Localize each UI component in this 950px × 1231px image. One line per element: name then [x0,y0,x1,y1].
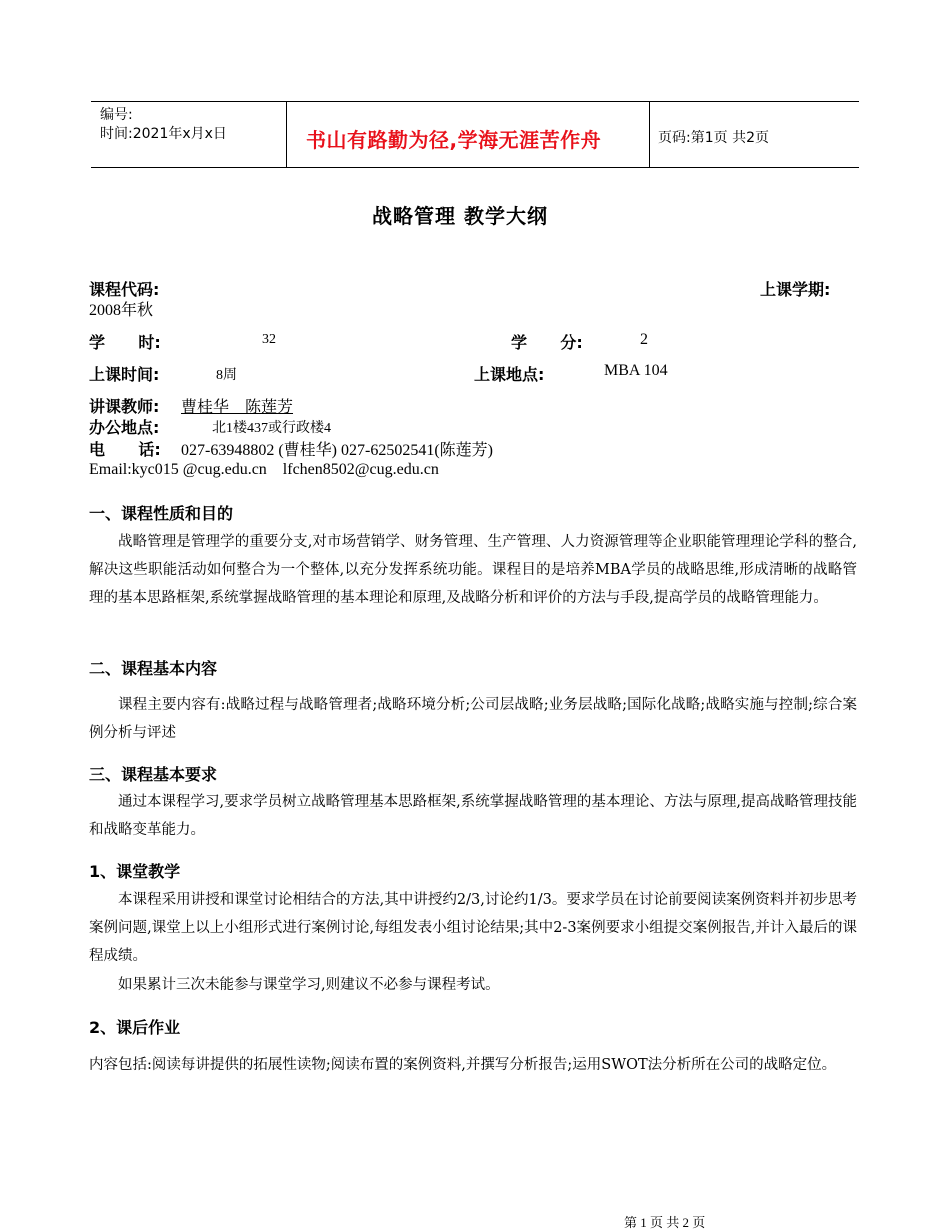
section-2-body: 课程主要内容有:战略过程与战略管理者;战略环境分析;公司层战略;业务层战略;国际化战略;战略实施与控制;综合案例分析与评述 [89,697,857,741]
class-time-value: 8周 [216,368,237,383]
section-1-body: 战略管理是管理学的重要分支,对市场营销学、财务管理、生产管理、人力资源管理等企业职能管理理论学科的整合,解决这些职能活动如何整合为一个整体,以充分发挥系统功能。课程目的是培养MBA学员的战略思维,形成清晰的战略管理的基本思路框架,系统掌握战略管理的基本理论和原理,及战略分析和评价的方法与手段,提高学员的战略管理能力。 [89,534,857,606]
header-top-rule [91,101,859,102]
header-number-label: 编号: [100,107,133,123]
semester-value: 2008年秋 [89,302,154,319]
course-code-label: 课程代码: [89,280,160,299]
hours-label: 学 时: [89,333,161,352]
hours-value: 32 [262,332,276,347]
teacher-label: 讲课教师: [89,397,160,416]
class-place-value: MBA 104 [604,362,668,379]
page-footer: 第 1 页 共 2 页 [624,1215,706,1230]
email-line: Email:kyc015 @cug.edu.cn lfchen8502@cug.edu.cn [89,461,439,478]
section-1-title: 一、课程性质和目的 [89,504,234,523]
subsection-homework-body: 内容包括:阅读每讲提供的拓展性读物;阅读布置的案例资料,并撰写分析报告;运用SWOT法分析所在公司的战略定位。 [89,1057,837,1073]
document-title: 战略管理 教学大纲 [372,204,548,228]
credits-label: 学 分: [511,333,583,352]
header-divider-left [286,101,287,168]
semester-label: 上课学期: [760,280,831,299]
section-3-body: 通过本课程学习,要求学员树立战略管理基本思路框架,系统掌握战略管理的基本理论、方法与原理,提高战略管理技能和战略变革能力。 [89,794,857,838]
teacher-value: 曹桂华 陈莲芳 [181,399,294,416]
office-value: 北1楼437或行政楼4 [212,421,331,436]
header-bottom-rule [91,167,859,168]
phone-label: 电 话: [89,440,161,459]
phone-value: 027-63948802 (曹桂华) 027-62502541(陈莲芳) [181,442,493,459]
subsection-classroom-body: 本课程采用讲授和课堂讨论相结合的方法,其中讲授约2/3,讨论约1/3。要求学员在讨论前要阅读案例资料并初步思考案例问题,课堂上以上小组形式进行案例讨论,每组发表小组讨论结果;其中2-3案例要求小组提交案例报告,并计入最后的课程成绩。 [89,892,857,964]
header-time-label: 时间:2021年x月x日 [100,126,227,142]
subsection-homework-title: 2、课后作业 [89,1018,181,1037]
credits-value: 2 [640,331,648,348]
subsection-classroom-title: 1、课堂教学 [89,862,181,881]
subsection-classroom-note: 如果累计三次未能参与课堂学习,则建议不必参与课程考试。 [118,977,500,993]
class-place-label: 上课地点: [474,365,545,384]
section-3-title: 三、课程基本要求 [89,765,218,784]
header-page-label: 页码:第1页 共2页 [658,130,769,146]
office-label: 办公地点: [89,418,160,437]
header-motto: 书山有路勤为径,学海无涯苦作舟 [306,128,602,152]
class-time-label: 上课时间: [89,365,160,384]
header-divider-right [649,101,650,168]
section-2-title: 二、课程基本内容 [89,659,218,678]
